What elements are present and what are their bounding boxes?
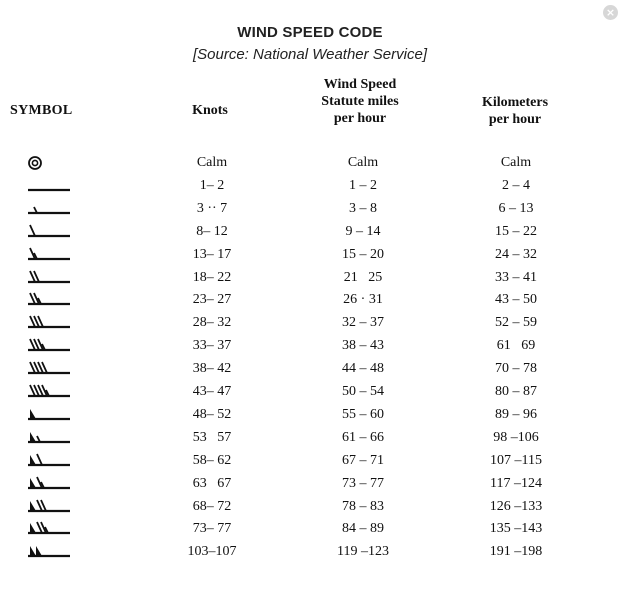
kph-cell: 135 –143 — [489, 521, 543, 536]
kph-cell: 117 –124 — [490, 476, 542, 491]
kph-cell: 98 –106 — [493, 430, 539, 445]
knots-cell: 103–107 — [187, 544, 237, 559]
mph-cell: 73 – 77 — [342, 476, 384, 491]
page-subtitle: [Source: National Weather Service] — [192, 46, 427, 63]
header-knots: Knots — [192, 103, 228, 118]
knots-cell: 73– 77 — [192, 521, 232, 536]
kph-cell: 24 – 32 — [495, 247, 537, 262]
kph-cell: Calm — [500, 155, 532, 170]
mph-cell: 3 – 8 — [349, 201, 377, 216]
symbol-cell — [28, 335, 76, 357]
kph-cell: 52 – 59 — [495, 315, 537, 330]
kph-cell: 2 – 4 — [502, 178, 530, 193]
knots-cell: 18– 22 — [192, 270, 232, 285]
wind-barb-icon — [28, 358, 76, 380]
symbol-cell — [28, 404, 76, 426]
wind-barb-icon — [28, 381, 76, 403]
mph-cell: 15 – 20 — [342, 247, 384, 262]
kph-cell: 107 –115 — [490, 453, 542, 468]
wind-barb-icon — [28, 541, 76, 563]
wind-barb-icon — [28, 221, 76, 243]
symbol-cell — [28, 289, 76, 311]
kph-cell: 6 – 13 — [498, 201, 534, 216]
mph-cell: 78 – 83 — [342, 499, 384, 514]
symbol-cell — [28, 381, 76, 403]
symbol-cell — [28, 198, 76, 220]
mph-cell: 44 – 48 — [342, 361, 384, 376]
mph-cell: 21 25 — [343, 270, 383, 285]
knots-cell: 3 ·· 7 — [196, 201, 228, 216]
knots-cell: 48– 52 — [192, 407, 232, 422]
header-kph-line-2: per hour — [488, 112, 542, 127]
knots-cell: 33– 37 — [192, 338, 232, 353]
header-mph-line-1: Wind Speed — [323, 77, 397, 92]
mph-cell: 9 – 14 — [345, 224, 381, 239]
symbol-cell — [28, 152, 76, 174]
header-symbol: SYMBOL — [10, 103, 73, 118]
knots-cell: 58– 62 — [192, 453, 232, 468]
symbol-cell — [28, 473, 76, 495]
symbol-cell — [28, 496, 76, 518]
kph-cell: 33 – 41 — [495, 270, 537, 285]
symbol-cell — [28, 244, 76, 266]
symbol-cell — [28, 267, 76, 289]
knots-cell: 68– 72 — [192, 499, 232, 514]
knots-cell: 23– 27 — [192, 292, 232, 307]
symbol-cell — [28, 427, 76, 449]
kph-cell: 191 –198 — [489, 544, 543, 559]
mph-cell: 32 – 37 — [342, 315, 384, 330]
wind-barb-icon — [28, 198, 76, 220]
wind-barb-icon — [28, 267, 76, 289]
knots-cell: 8– 12 — [196, 224, 228, 239]
symbol-cell — [28, 312, 76, 334]
mph-cell: 119 –123 — [337, 544, 389, 559]
wind-barb-icon — [28, 404, 76, 426]
knots-cell: 63 67 — [192, 476, 232, 491]
wind-barb-icon — [28, 289, 76, 311]
kph-cell: 126 –133 — [489, 499, 543, 514]
calm-icon — [28, 152, 76, 174]
header-kph — [455, 94, 575, 128]
kph-cell: 15 – 22 — [495, 224, 537, 239]
symbol-cell — [28, 221, 76, 243]
symbol-cell — [28, 358, 76, 380]
knots-cell: 28– 32 — [192, 315, 232, 330]
symbol-cell — [28, 175, 76, 197]
mph-cell: 26 · 31 — [343, 292, 383, 307]
wind-barb-icon — [28, 335, 76, 357]
page-title: WIND SPEED CODE — [237, 24, 383, 41]
knots-cell: 53 57 — [192, 430, 232, 445]
mph-cell: 38 – 43 — [342, 338, 384, 353]
mph-cell: 1 – 2 — [349, 178, 377, 193]
mph-cell: 67 – 71 — [342, 453, 384, 468]
knots-cell: 43– 47 — [192, 384, 232, 399]
kph-cell: 43 – 50 — [495, 292, 537, 307]
symbol-cell — [28, 541, 76, 563]
header-kph-line-1: Kilometers — [481, 95, 549, 110]
wind-barb-icon — [28, 244, 76, 266]
kph-cell: 80 – 87 — [495, 384, 537, 399]
knots-cell: 13– 17 — [192, 247, 232, 262]
mph-cell: 84 – 89 — [342, 521, 384, 536]
knots-cell: 1– 2 — [199, 178, 225, 193]
mph-cell: 55 – 60 — [342, 407, 384, 422]
knots-cell: 38– 42 — [192, 361, 232, 376]
header-mph-line-3: per hour — [333, 111, 387, 126]
kph-cell: 70 – 78 — [495, 361, 537, 376]
header-mph-line-2: Statute miles — [321, 94, 399, 109]
wind-barb-icon — [28, 518, 76, 540]
close-button[interactable] — [603, 5, 618, 20]
mph-cell: Calm — [347, 155, 379, 170]
close-icon: × — [605, 6, 616, 19]
wind-barb-icon — [28, 496, 76, 518]
mph-cell: 50 – 54 — [342, 384, 384, 399]
wind-barb-icon — [28, 312, 76, 334]
symbol-cell — [28, 518, 76, 540]
wind-barb-icon — [28, 427, 76, 449]
kph-cell: 61 69 — [496, 338, 536, 353]
knots-cell: Calm — [196, 155, 228, 170]
mph-cell: 61 – 66 — [342, 430, 384, 445]
wind-barb-icon — [28, 473, 76, 495]
wind-barb-icon — [28, 175, 76, 197]
symbol-cell — [28, 450, 76, 472]
header-mph — [300, 76, 420, 127]
kph-cell: 89 – 96 — [495, 407, 537, 422]
wind-barb-icon — [28, 450, 76, 472]
